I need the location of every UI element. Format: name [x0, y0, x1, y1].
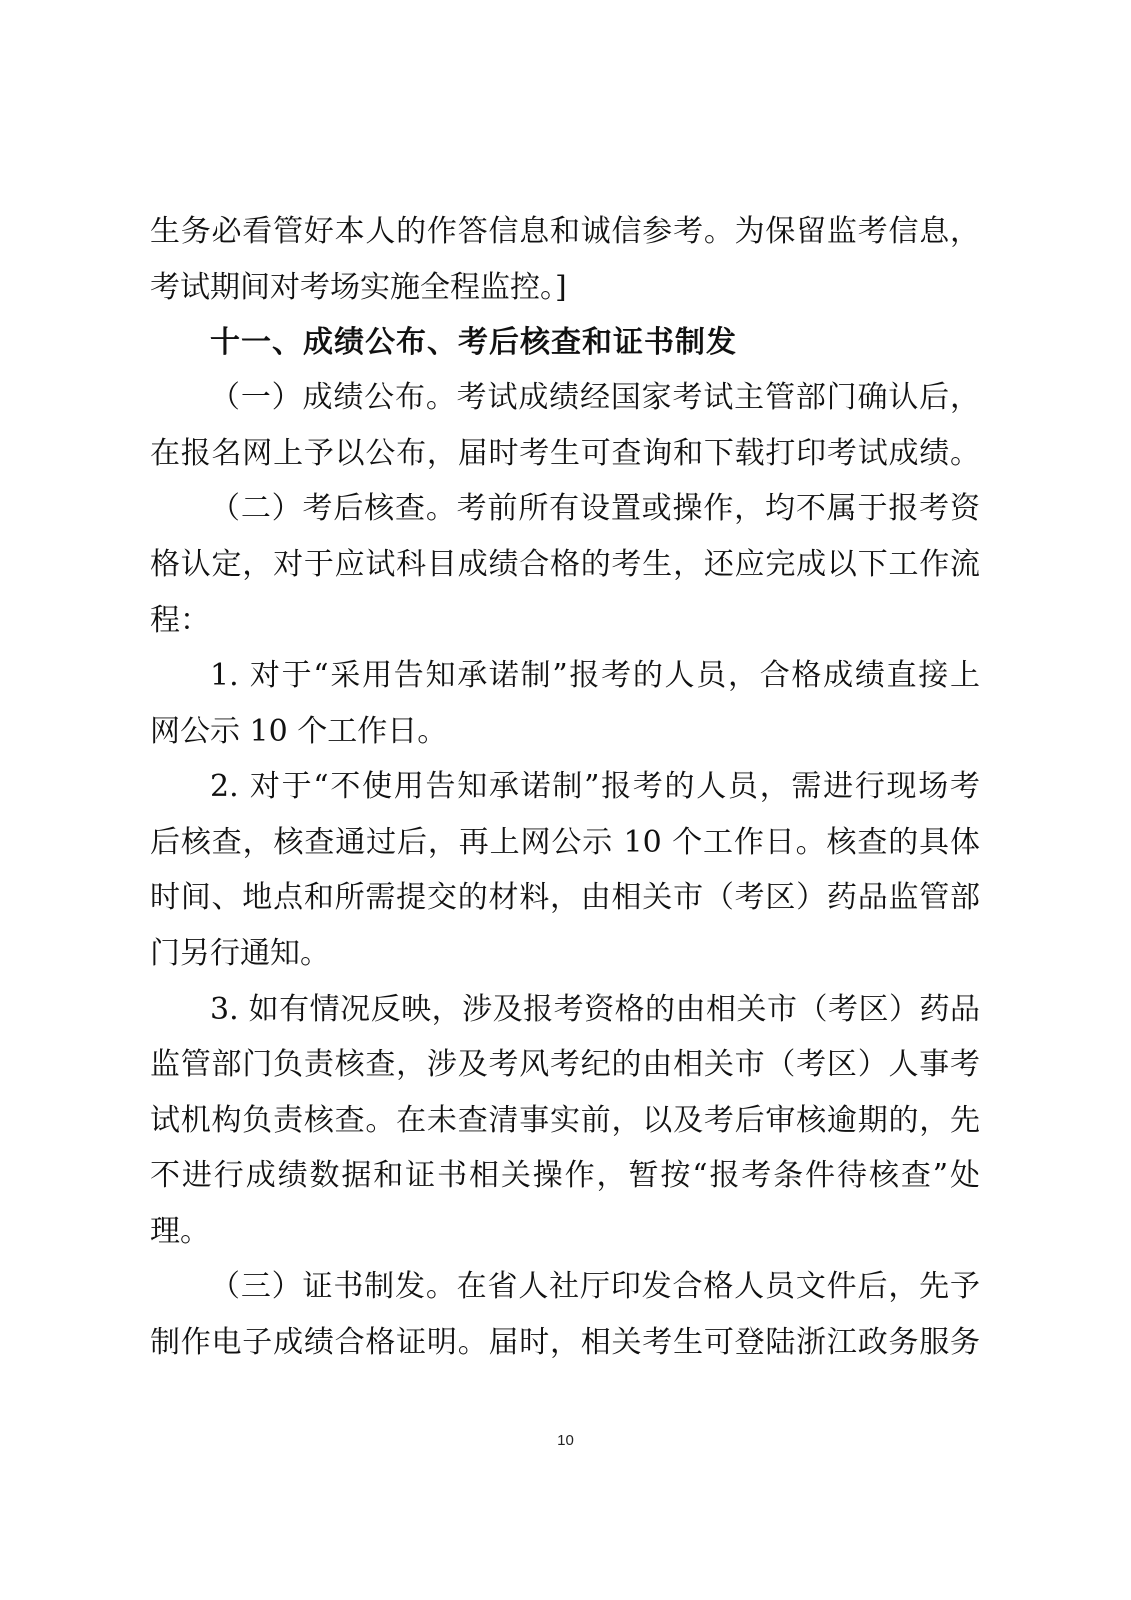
text-line: 程： — [150, 603, 210, 638]
text-line: 监管部门负责核查，涉及考风考纪的由相关市（考区）人事考 — [150, 1047, 980, 1082]
text-line: 时间、地点和所需提交的材料，由相关市（考区）药品监管部 — [150, 880, 980, 915]
list-item-line: 1. 对于“采用告知承诺制”报考的人员，合格成绩直接上 — [210, 658, 980, 693]
section-heading: 十一、成绩公布、考后核查和证书制发 — [210, 325, 737, 360]
paragraph-line: （二）考后核查。考前所有设置或操作，均不属于报考资 — [210, 491, 980, 526]
text-line: 网公示 10 个工作日。 — [150, 714, 448, 749]
text-line: 门另行通知。 — [150, 936, 330, 971]
page-number: 10 — [557, 1432, 574, 1449]
text-line: 试机构负责核查。在未查清事实前，以及考后审核逾期的，先 — [150, 1103, 980, 1138]
text-line: 生务必看管好本人的作答信息和诚信参考。为保留监考信息， — [150, 214, 980, 249]
text-line: 在报名网上予以公布，届时考生可查询和下载打印考试成绩。 — [150, 436, 980, 471]
list-item-line: 2. 对于“不使用告知承诺制”报考的人员，需进行现场考 — [210, 769, 980, 804]
text-line: 格认定，对于应试科目成绩合格的考生，还应完成以下工作流 — [150, 547, 980, 582]
text-line: 不进行成绩数据和证书相关操作，暂按“报考条件待核查”处 — [150, 1158, 980, 1193]
list-item-line: 3. 如有情况反映，涉及报考资格的由相关市（考区）药品 — [210, 992, 980, 1027]
text-line: 理。 — [150, 1214, 210, 1249]
text-line: 制作电子成绩合格证明。届时，相关考生可登陆浙江政务服务 — [150, 1325, 980, 1360]
paragraph-line: （三）证书制发。在省人社厅印发合格人员文件后，先予 — [210, 1269, 980, 1304]
text-line: 考试期间对考场实施全程监控。] — [150, 270, 567, 305]
text-line: 后核查，核查通过后，再上网公示 10 个工作日。核查的具体 — [150, 825, 980, 860]
paragraph-line: （一）成绩公布。考试成绩经国家考试主管部门确认后， — [210, 380, 980, 415]
